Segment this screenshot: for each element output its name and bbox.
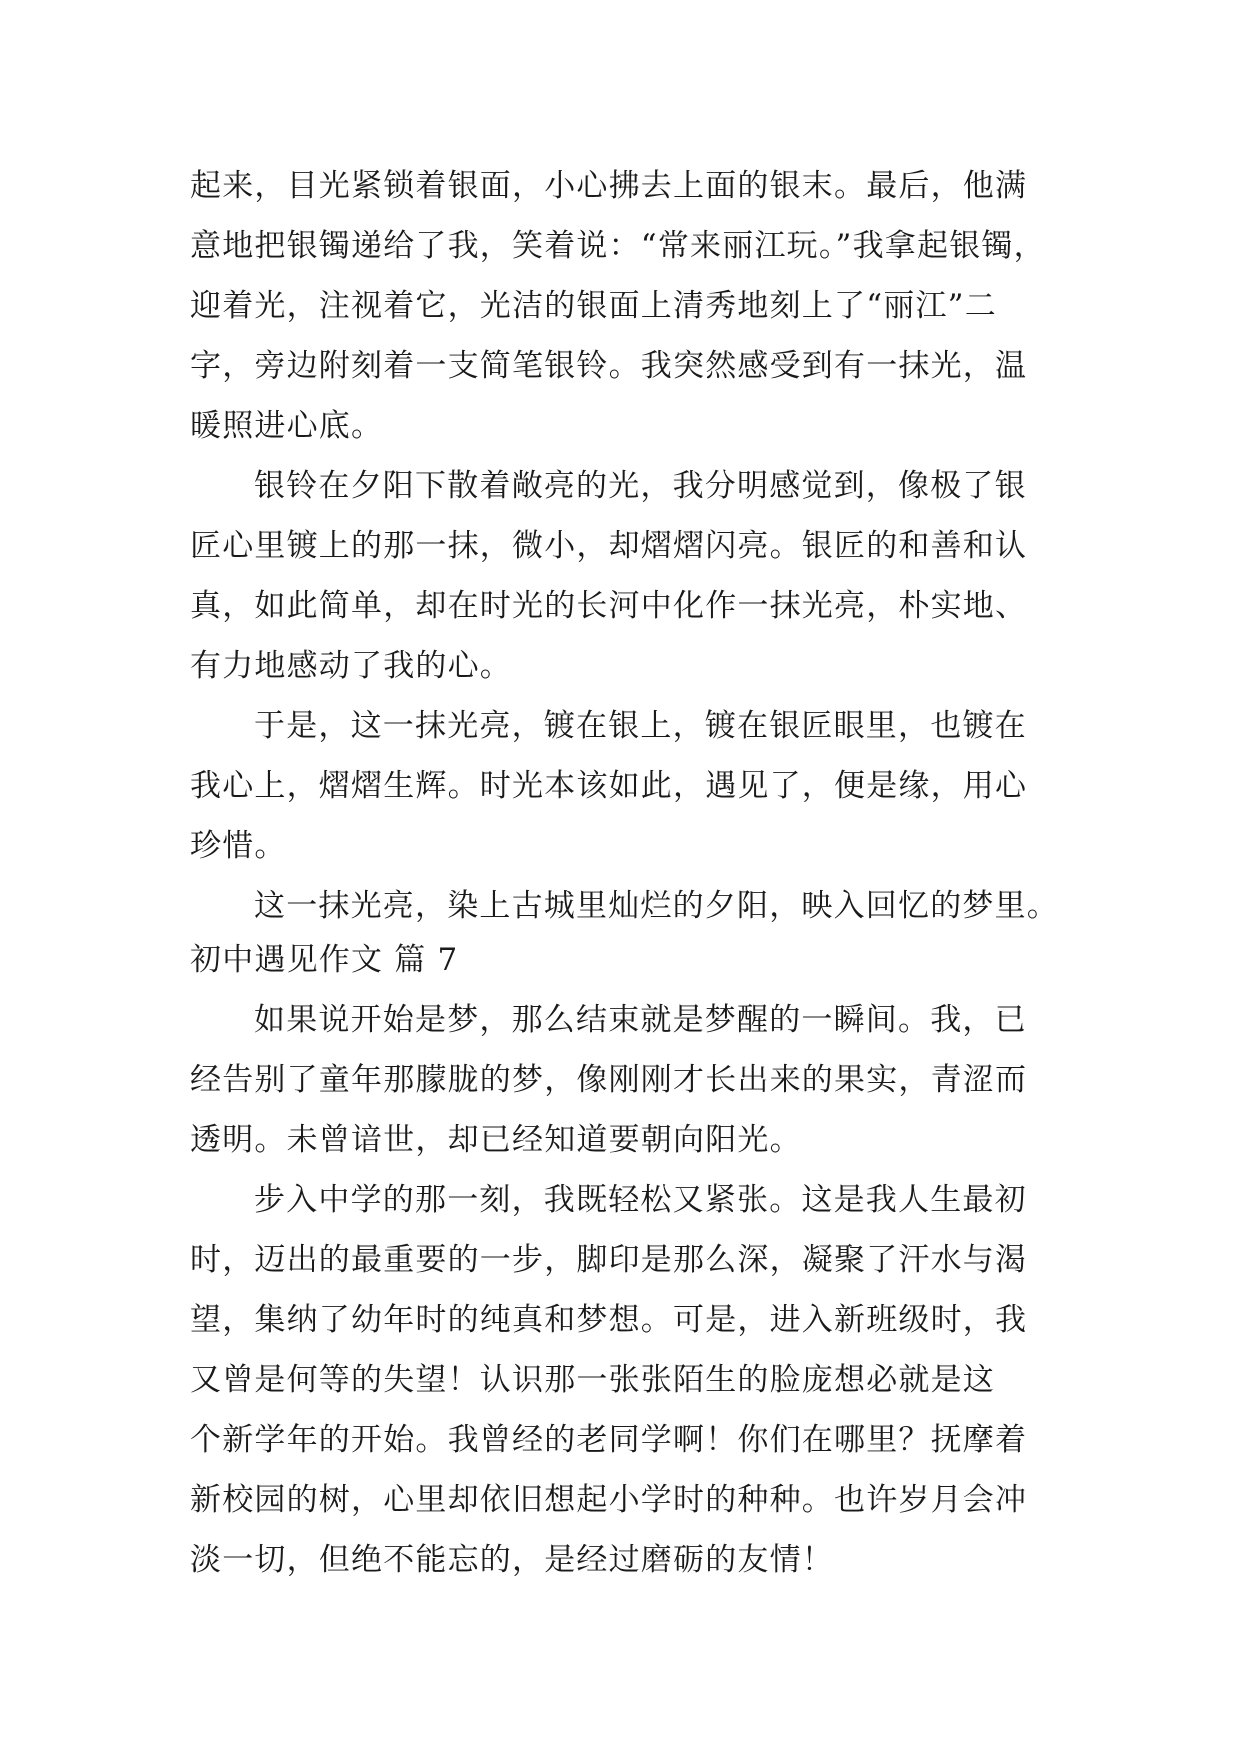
paragraph-line: 如果说开始是梦，那么结束就是梦醒的一瞬间。我，已: [254, 1002, 1027, 1038]
paragraph-line: 珍惜。: [190, 828, 287, 864]
paragraph-line: 又曾是何等的失望！认识那一张张陌生的脸庞想必就是这: [190, 1362, 995, 1398]
paragraph-line: 迎着光，注视着它，光洁的银面上清秀地刻上了“丽江”二: [190, 288, 997, 324]
section-title: 初中遇见作文 篇 7: [190, 942, 459, 978]
paragraph-line: 时，迈出的最重要的一步，脚印是那么深，凝聚了汗水与渴: [190, 1242, 1028, 1278]
paragraph-line: 透明。未曾谙世，却已经知道要朝向阳光。: [190, 1122, 802, 1158]
paragraph-line: 意地把银镯递给了我，笑着说：“常来丽江玩。”我拿起银镯，: [190, 228, 1046, 264]
paragraph-line: 新校园的树，心里却依旧想起小学时的种种。也许岁月会冲: [190, 1482, 1028, 1518]
paragraph-line: 字，旁边附刻着一支简笔银铃。我突然感受到有一抹光，温: [190, 348, 1028, 384]
paragraph-line: 银铃在夕阳下散着敞亮的光，我分明感觉到，像极了银: [254, 468, 1027, 504]
paragraph-line: 匠心里镀上的那一抹，微小，却熠熠闪亮。银匠的和善和认: [190, 528, 1028, 564]
paragraph-line: 于是，这一抹光亮，镀在银上，镀在银匠眼里，也镀在: [254, 708, 1027, 744]
paragraph-line: 起来，目光紧锁着银面，小心拂去上面的银末。最后，他满: [190, 168, 1028, 204]
paragraph-line: 我心上，熠熠生辉。时光本该如此，遇见了，便是缘，用心: [190, 768, 1028, 804]
paragraph-line: 有力地感动了我的心。: [190, 648, 512, 684]
paragraph-line: 个新学年的开始。我曾经的老同学啊！你们在哪里？抚摩着: [190, 1422, 1028, 1458]
paragraph-line: 暖照进心底。: [190, 408, 384, 444]
paragraph-line: 淡一切，但绝不能忘的，是经过磨砺的友情！: [190, 1542, 834, 1578]
paragraph-line: 望，集纳了幼年时的纯真和梦想。可是，进入新班级时，我: [190, 1302, 1028, 1338]
paragraph-line: 经告别了童年那朦胧的梦，像刚刚才长出来的果实，青涩而: [190, 1062, 1028, 1098]
paragraph-line: 步入中学的那一刻，我既轻松又紧张。这是我人生最初: [254, 1182, 1027, 1218]
paragraph-line: 真，如此简单，却在时光的长河中化作一抹光亮，朴实地、: [190, 588, 1028, 624]
paragraph-line: 这一抹光亮，染上古城里灿烂的夕阳，映入回忆的梦里。: [254, 888, 1059, 924]
